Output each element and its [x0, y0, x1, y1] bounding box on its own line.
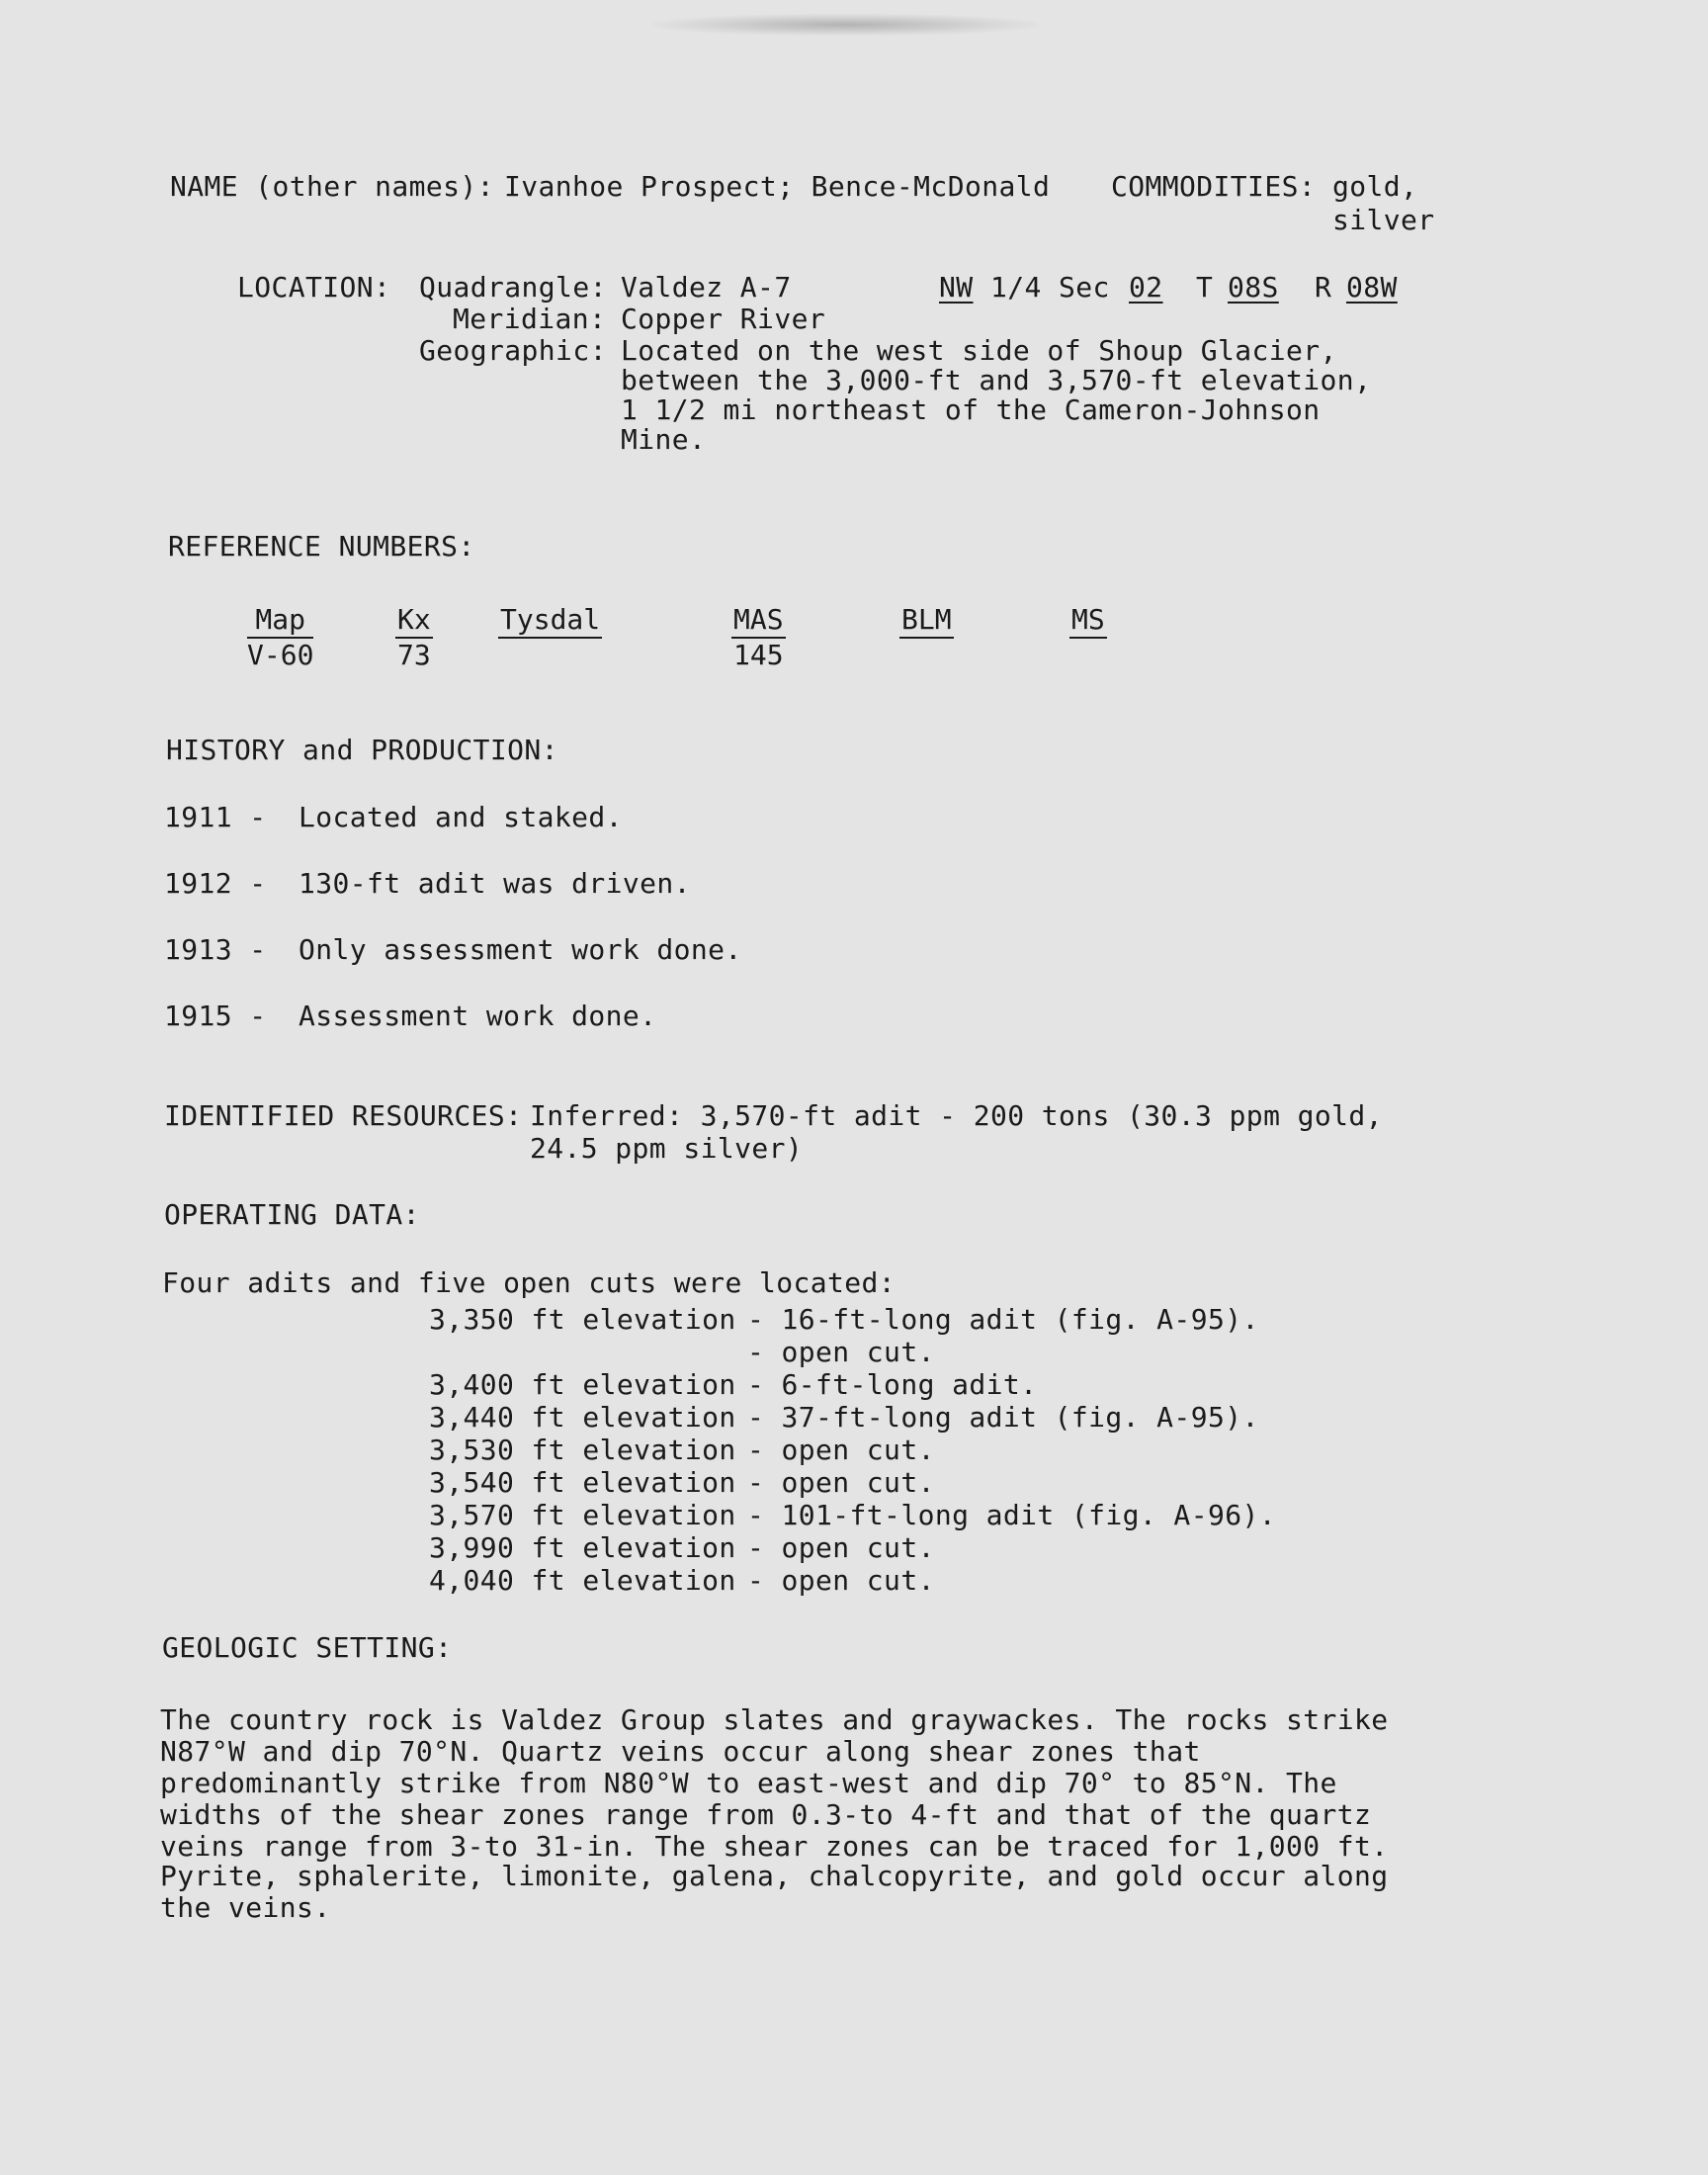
meridian-label: Meridian:	[453, 303, 607, 335]
geology-paragraph-1: The country rock is Valdez Group slates and graywackes. The rocks strike N87°W and dip 70°N. Quartz veins occur along shear zones that predominantly strike from N80°W to east-west and dip 70° to 85°N. The widths of the shear zones range from 0.3-to 4-ft and that of the quartz veins range from 3-to 31-in. The shear zones can be traced for 1,000 ft.	[160, 1703, 1389, 1863]
commodities-label: COMMODITIES:	[1111, 170, 1317, 203]
ref-kx-label: Kx	[395, 603, 433, 639]
operating-description: - 16-ft-long adit (fig. A-95).	[747, 1303, 1259, 1336]
commodities-line1: gold,	[1332, 170, 1418, 203]
ref-blm	[899, 603, 954, 639]
resources-line1: Inferred: 3,570-ft adit - 200 tons (30.3 ppm gold,	[530, 1099, 1383, 1132]
history-year: 1913 -	[164, 933, 267, 966]
location-label: LOCATION:	[237, 271, 391, 304]
reference-heading: REFERENCE NUMBERS:	[168, 530, 475, 563]
quarter-section: NW	[939, 271, 974, 304]
operating-heading: OPERATING DATA:	[164, 1198, 420, 1231]
range-label: R	[1315, 271, 1332, 304]
ref-mas	[731, 603, 786, 672]
ref-kx	[395, 603, 433, 672]
history-text: Only assessment work done.	[299, 933, 742, 966]
operating-description: - open cut.	[747, 1434, 935, 1466]
resources-label: IDENTIFIED RESOURCES:	[164, 1099, 523, 1132]
ref-map-value: V-60	[247, 639, 314, 671]
history-text: Assessment work done.	[299, 1000, 657, 1032]
township-label: T	[1196, 271, 1214, 304]
geographic-line-4: Mine.	[621, 423, 707, 456]
geology-paragraph-2: Pyrite, sphalerite, limonite, galena, chalcopyrite, and gold occur along the veins.	[160, 1860, 1389, 1924]
ref-mas-value: 145	[733, 639, 784, 671]
commodities-line2: silver	[1332, 204, 1435, 236]
name-label: NAME (other names):	[170, 170, 494, 203]
ref-ms-label: MS	[1069, 603, 1107, 639]
ref-tysdal	[498, 603, 602, 639]
operating-description: - open cut.	[747, 1564, 935, 1597]
ref-mas-label: MAS	[731, 603, 786, 639]
resources-line2: 24.5 ppm silver)	[530, 1132, 804, 1165]
ref-ms	[1069, 603, 1107, 639]
geology-heading: GEOLOGIC SETTING:	[162, 1631, 453, 1664]
ref-map	[247, 603, 313, 672]
operating-description: - 37-ft-long adit (fig. A-95).	[747, 1401, 1259, 1434]
geographic-line-1: Located on the west side of Shoup Glacier,	[621, 334, 1337, 367]
history-heading: HISTORY and PRODUCTION:	[166, 734, 558, 766]
operating-elevation: 3,400 ft elevation	[429, 1368, 736, 1401]
geographic-label: Geographic:	[419, 334, 607, 367]
operating-description: - open cut.	[747, 1466, 935, 1499]
operating-description: - 101-ft-long adit (fig. A-96).	[747, 1499, 1276, 1531]
operating-elevation: 3,530 ft elevation	[429, 1434, 736, 1466]
operating-elevation: 3,440 ft elevation	[429, 1401, 736, 1434]
operating-description: - open cut.	[747, 1531, 935, 1564]
quadrangle-value: Valdez A-7	[621, 271, 792, 304]
geographic-line-2: between the 3,000-ft and 3,570-ft elevation,	[621, 364, 1372, 396]
ref-blm-label: BLM	[899, 603, 954, 639]
operating-elevation: 3,990 ft elevation	[429, 1531, 736, 1564]
history-year: 1911 -	[164, 801, 267, 833]
operating-elevation: 3,350 ft elevation	[429, 1303, 736, 1336]
operating-elevation: 4,040 ft elevation	[429, 1564, 736, 1597]
history-text: 130-ft adit was driven.	[299, 867, 691, 900]
history-text: Located and staked.	[299, 801, 623, 833]
operating-elevation: 3,540 ft elevation	[429, 1466, 736, 1499]
operating-intro: Four adits and five open cuts were located:	[162, 1266, 897, 1299]
quarter-suffix: 1/4 Sec	[990, 271, 1110, 304]
quadrangle-label: Quadrangle:	[419, 271, 607, 304]
operating-elevation: 3,570 ft elevation	[429, 1499, 736, 1531]
ref-tysdal-label: Tysdal	[498, 603, 602, 639]
township-value: 08S	[1228, 271, 1279, 304]
scan-smudge	[652, 14, 1038, 36]
meridian-value: Copper River	[621, 303, 826, 335]
ref-map-label: Map	[247, 603, 313, 639]
ref-kx-value: 73	[397, 639, 431, 671]
geographic-line-3: 1 1/2 mi northeast of the Cameron-Johnson	[621, 393, 1321, 426]
operating-description: - 6-ft-long adit.	[747, 1368, 1038, 1401]
history-year: 1915 -	[164, 1000, 267, 1032]
range-value: 08W	[1346, 271, 1398, 304]
name-value: Ivanhoe Prospect; Bence-McDonald	[504, 170, 1051, 203]
operating-description: - open cut.	[747, 1336, 935, 1368]
history-year: 1912 -	[164, 867, 267, 900]
section-number: 02	[1129, 271, 1163, 304]
